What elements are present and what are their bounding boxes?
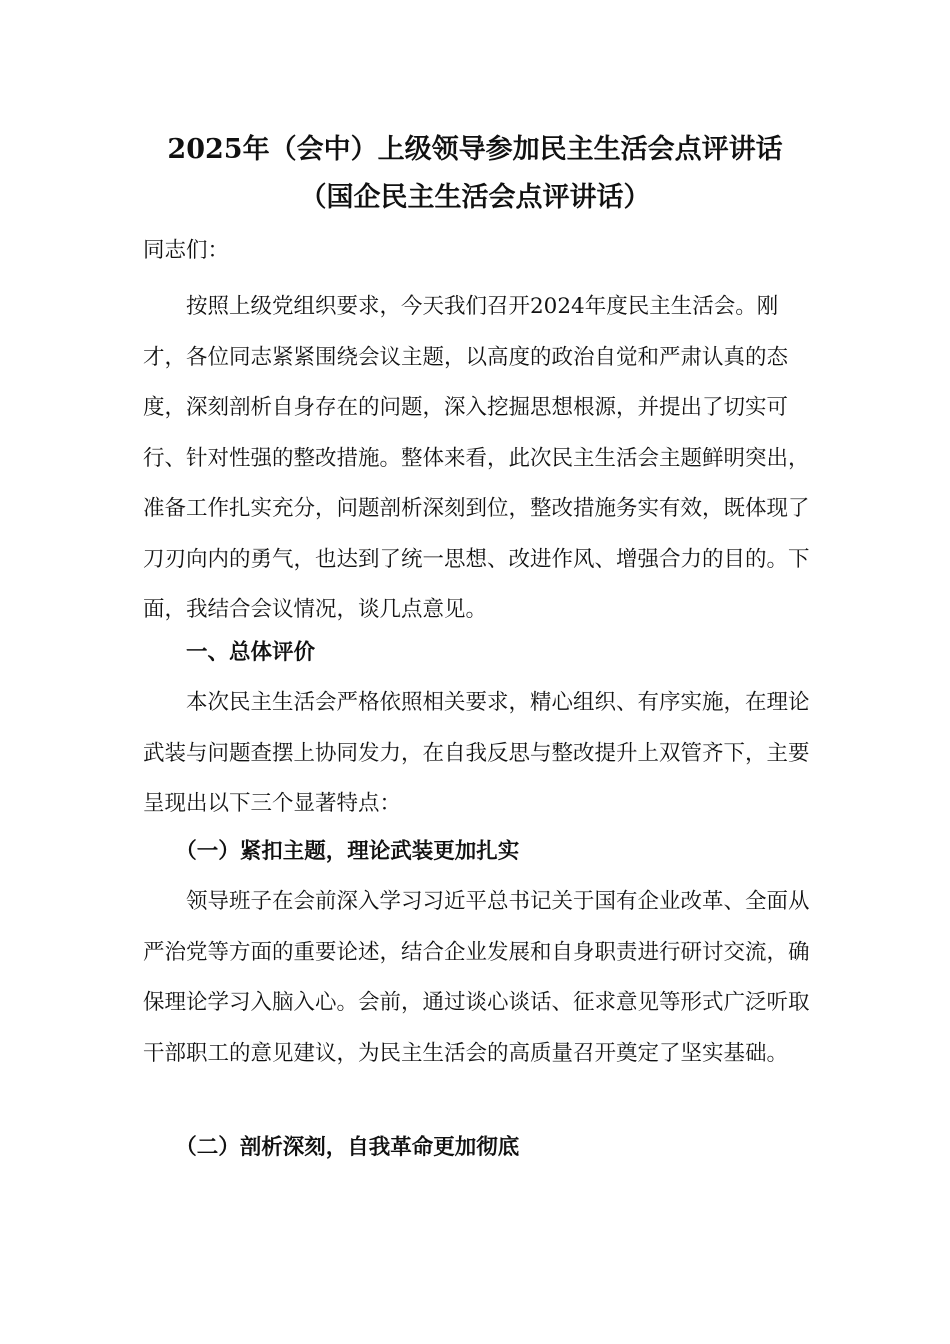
document-title-line-2: （国企民主生活会点评讲话）	[299, 182, 651, 213]
intro-paragraph: 按照上级党组织要求，今天我们召开2024年度民主生活会。刚才，各位同志紧紧围绕会议主题，以高度的政治自觉和严肃认真的态度，深刻剖析自身存在的问题，深入挖掘思想根源，并提出了切实可行、针对性强的整改措施。整体来看，此次民主生活会主题鲜明突出，准备工作扎实充分，问题剖析深刻到位，整改措施务实有效，既体现了刀刃向内的勇气，也达到了统一思想、改进作风、增强合力的目的。下面，我结合会议情况，谈几点意见。	[143, 294, 810, 622]
subsection-1-heading: （一）紧扣主题，理论武装更加扎实	[175, 839, 520, 864]
subsection-1-paragraph: 领导班子在会前深入学习习近平总书记关于国有企业改革、全面从严治党等方面的重要论述，结合企业发展和自身职责进行研讨交流，确保理论学习入脑入心。会前，通过谈心谈话、征求意见等形式广泛听取干部职工的意见建议，为民主生活会的高质量召开奠定了坚实基础。	[143, 889, 810, 1066]
document-title-line-1: 2025年（会中）上级领导参加民主生活会点评讲话	[167, 134, 783, 165]
subsection-2-heading: （二）剖析深刻，自我革命更加彻底	[175, 1135, 520, 1160]
greeting: 同志们：	[143, 238, 230, 263]
section-1-heading: 一、总体评价	[186, 640, 316, 665]
section-1-paragraph: 本次民主生活会严格依照相关要求，精心组织、有序实施，在理论武装与问题查摆上协同发力，在自我反思与整改提升上双管齐下，主要呈现出以下三个显著特点：	[143, 690, 810, 816]
